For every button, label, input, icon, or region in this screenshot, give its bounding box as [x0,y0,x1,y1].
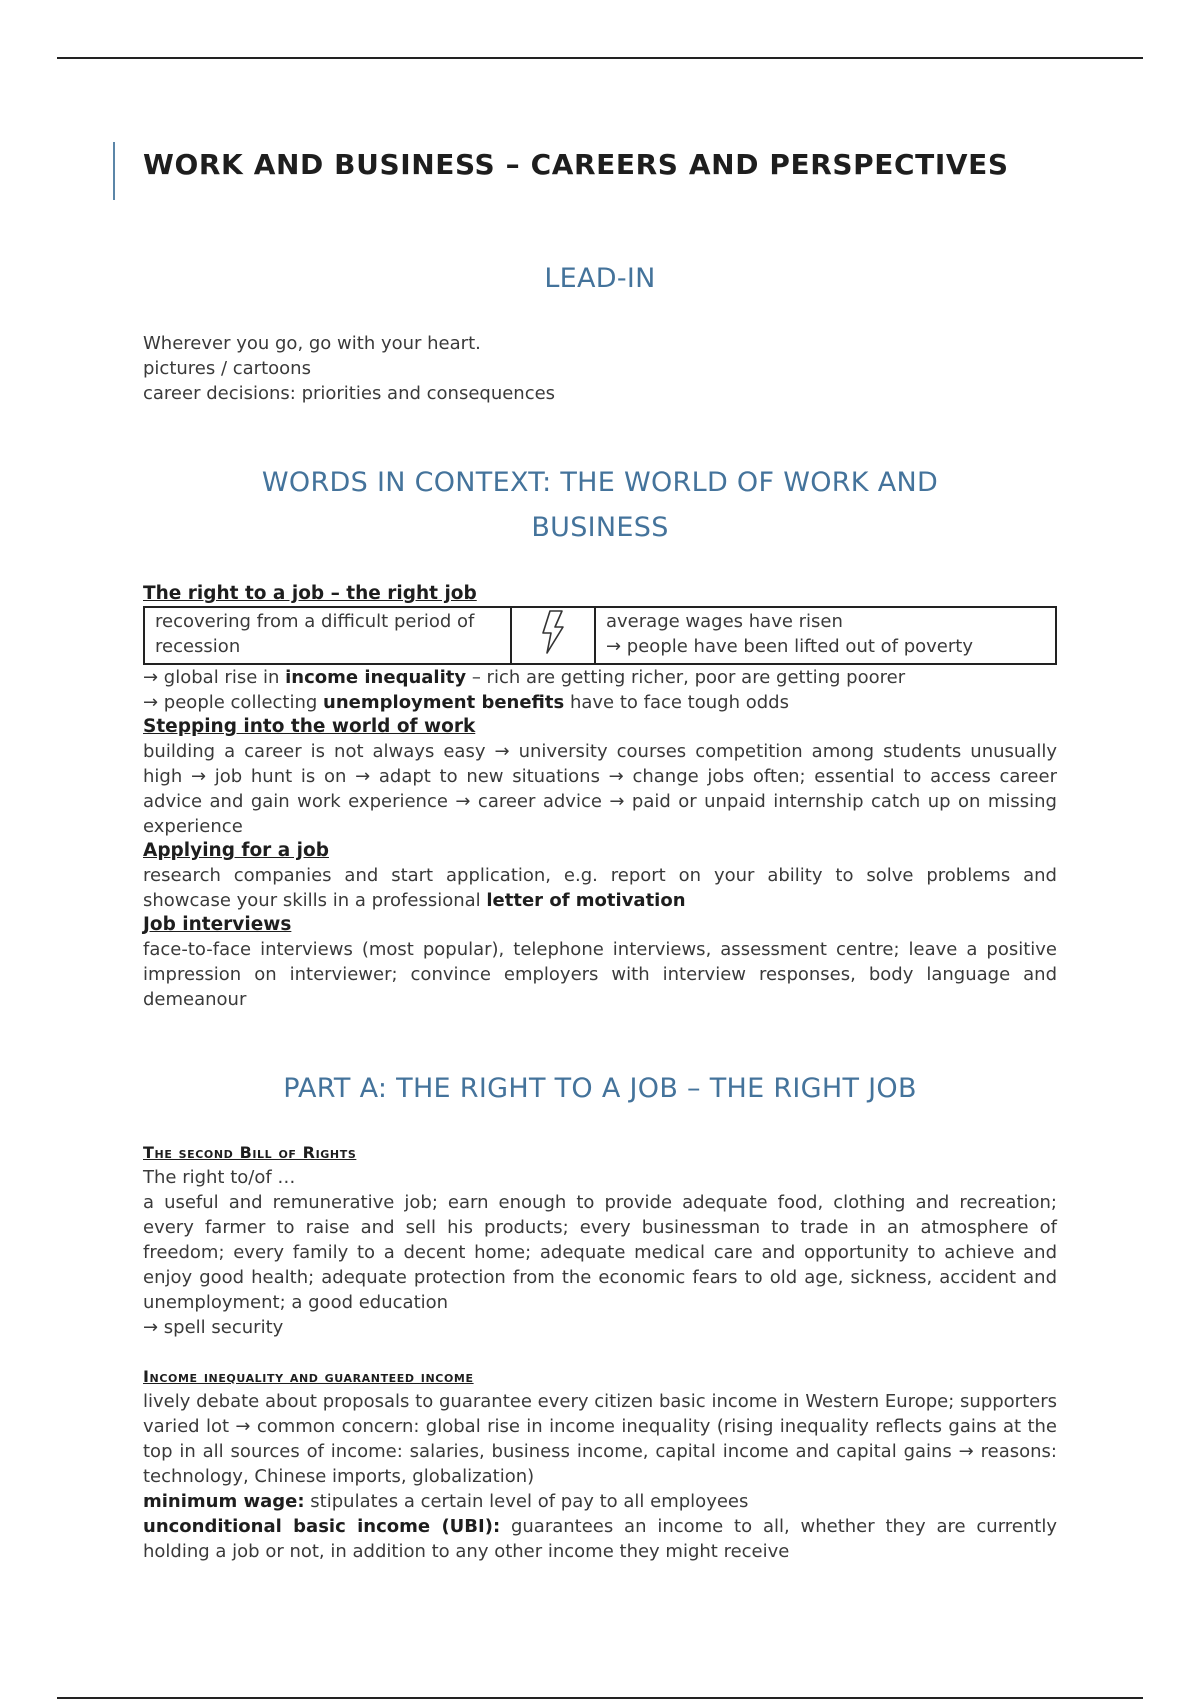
heading-line: BUSINESS [531,512,669,543]
applying-subheading: Applying for a job [143,840,329,861]
words-in-context-heading [143,460,1057,550]
text-run: have to face tough odds [564,692,789,713]
wages-line: average wages have risen [606,611,843,632]
bold-term: unconditional basic income (UBI): [143,1516,501,1537]
income-text: lively debate about proposals to guarantee every citizen basic income in Western Europe; supporters varied lot → common concern: global rise in income inequality (rising inequality reflects gains at the top in all sources of income: salaries, business income, capital income and capital gains → reasons: technology, Chinese imports, globalization) [143,1391,1057,1487]
bold-term: unemployment benefits [323,692,565,713]
bold-term: letter of motivation [486,890,686,911]
title-accent-bar [113,142,115,200]
lead-in-line: pictures / cartoons [143,358,311,379]
bill-of-rights-section [143,1141,1057,1340]
lead-in-heading: LEAD-IN [544,263,656,294]
lead-in-line: Wherever you go, go with your heart. [143,333,481,354]
wages-line: → people have been lifted out of poverty [606,636,973,657]
part-a-heading: PART A: THE RIGHT TO A JOB – THE RIGHT JOB [283,1073,917,1104]
lead-in-lines [143,331,1057,406]
bill-text: a useful and remunerative job; earn enough to provide adequate food, clothing and recreation; every farmer to raise and sell his products; every businessman to trade in an atmosphere of freedom; every family to a decent home; adequate medical care and opportunity to achieve and enjoy good health; adequate protection from the economic fears to old age, sickness, accident and unemployment; a good education [143,1192,1057,1313]
text-run: – rich are getting richer, poor are getting poorer [466,667,906,688]
text-run: stipulates a certain level of pay to all employees [304,1491,749,1512]
interviews-subheading: Job interviews [143,914,292,935]
table-cell-recession: recovering from a difficult period of recession [144,607,511,664]
bill-conclusion: → spell security [143,1317,284,1338]
bold-term: income inequality [285,667,467,688]
benefits-line [143,690,1057,715]
contrast-table [143,606,1057,665]
income-subheading: Income inequality and guaranteed income [143,1367,474,1386]
stepping-subheading: Stepping into the world of work [143,716,476,737]
lead-in-section [143,256,1057,301]
ubi-line [143,1514,1057,1564]
top-rule [57,57,1143,59]
part-a-heading-block [143,1066,1057,1111]
document-title: WORK AND BUSINESS – CAREERS AND PERSPECTIVES [143,148,1009,181]
bill-intro: The right to/of … [143,1167,296,1188]
lead-in-line: career decisions: priorities and consequences [143,383,556,404]
words-in-context-heading-block [143,460,1057,550]
interviews-text: face-to-face interviews (most popular), telephone interviews, assessment centre; leave a positive impression on interviewer; convince employers with interview responses, body language and demeanour [143,939,1057,1010]
text-run: → people collecting [143,692,324,713]
text-run: guarantees an income to all, whether they are currently holding a job or not, in addition to any other income they might receive [143,1516,1057,1562]
right-to-job-subheading: The right to a job – the right job [143,583,477,604]
min-wage-line [143,1489,1057,1514]
stepping-text: building a career is not always easy → university courses competition among students unusually high → job hunt is on → adapt to new situations → change jobs often; essential to access career advice and gain work experience → career advice → paid or unpaid internship catch up on missing experience [143,741,1057,837]
inequality-line [143,665,1057,690]
applying-text [143,863,1057,913]
lightning-icon [511,607,595,664]
heading-line: WORDS IN CONTEXT: THE WORLD OF WORK AND [261,467,939,498]
bold-term: minimum wage: [143,1491,305,1512]
right-to-job-section [143,582,1057,1012]
income-section [143,1365,1057,1564]
bottom-rule [57,1697,1143,1699]
table-cell-wages [595,607,1056,664]
text-run: research companies and start application, e.g. report on your ability to solve problems and showcase your skills in a professional [143,865,1057,911]
text-run: → global rise in [143,667,286,688]
bill-subheading: The second Bill of Rights [143,1143,357,1162]
